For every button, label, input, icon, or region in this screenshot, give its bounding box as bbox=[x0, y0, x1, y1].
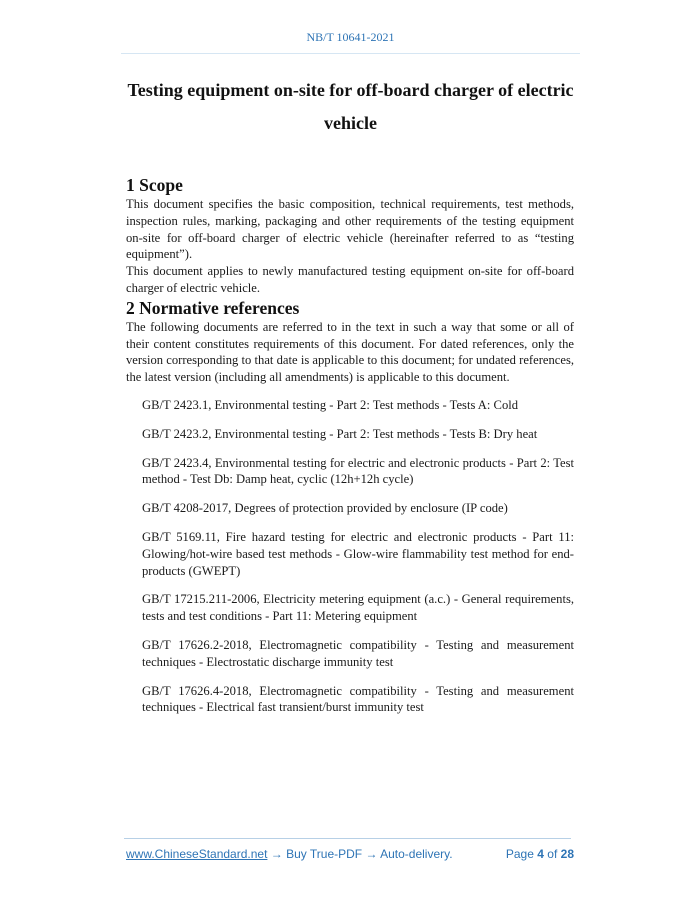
page-label: Page bbox=[505, 847, 534, 861]
document-body bbox=[126, 174, 574, 728]
section-heading-normative-references: 2 Normative references bbox=[126, 297, 300, 318]
website-link[interactable]: www.ChineseStandard.net bbox=[126, 847, 268, 861]
reference-item: GB/T 4208-2017, Degrees of protection provided by enclosure (IP code) bbox=[142, 501, 508, 516]
reference-item: GB/T 17626.4-2018, Electromagnetic compatibility - Testing and measurement techniques - Electrical fast transient/burst immunity test bbox=[142, 683, 574, 715]
page-footer bbox=[126, 847, 574, 861]
footer-promo-text: → Buy True-PDF → Auto-delivery. bbox=[267, 847, 453, 861]
footer-promo bbox=[126, 847, 453, 861]
page-current: 4 bbox=[537, 847, 544, 861]
reference-list bbox=[126, 397, 574, 716]
normative-references-intro: The following documents are referred to in the text in such a way that some or all of their content constitutes requirements of this document. For dated references, only the version corresponding to that date is applicable to this document; for undated references, the latest version (including all amendments) is applicable to this document. bbox=[126, 319, 574, 385]
page-of: of bbox=[547, 847, 558, 861]
section-heading-scope: 1 Scope bbox=[126, 175, 183, 195]
scope-paragraph-2: This document applies to newly manufactured testing equipment on-site for off-board charger of electric vehicle. bbox=[126, 264, 574, 295]
reference-item: GB/T 2423.2, Environmental testing - Part 2: Test methods - Tests B: Dry heat bbox=[142, 426, 538, 441]
page-total: 28 bbox=[560, 847, 574, 861]
standard-code-header: NB/T 10641-2021 bbox=[306, 30, 395, 44]
scope-paragraph-1: This document specifies the basic composition, technical requirements, test methods, inspection rules, marking, packaging and other requirements of the testing equipment on-site for off-board charger of electric vehicle (hereinafter referred to as “testing equipment”). bbox=[126, 197, 574, 262]
document-title-line-1: Testing equipment on-site for off-board charger of electric bbox=[127, 80, 574, 100]
page-indicator bbox=[506, 847, 574, 861]
reference-item: GB/T 2423.1, Environmental testing - Part 2: Test methods - Tests A: Cold bbox=[142, 397, 519, 412]
document-title bbox=[121, 74, 580, 140]
reference-item: GB/T 5169.11, Fire hazard testing for electric and electronic products - Part 11: Glowing/hot-wire based test methods - Glow-wire flammability test method for end-products (GWEPT) bbox=[142, 529, 574, 578]
document-title-line-2: vehicle bbox=[324, 113, 377, 133]
header-divider bbox=[121, 53, 580, 54]
reference-item: GB/T 17215.211-2006, Electricity metering equipment (a.c.) - General requirements, tests and test conditions - Part 11: Metering equipment bbox=[142, 592, 574, 624]
reference-item: GB/T 2423.4, Environmental testing for electric and electronic products - Part 2: Test method - Test Db: Damp heat, cyclic (12h+12h cycle) bbox=[142, 455, 574, 487]
reference-item: GB/T 17626.2-2018, Electromagnetic compatibility - Testing and measurement techniques - Electrostatic discharge immunity test bbox=[142, 637, 574, 669]
footer-divider bbox=[124, 838, 571, 839]
